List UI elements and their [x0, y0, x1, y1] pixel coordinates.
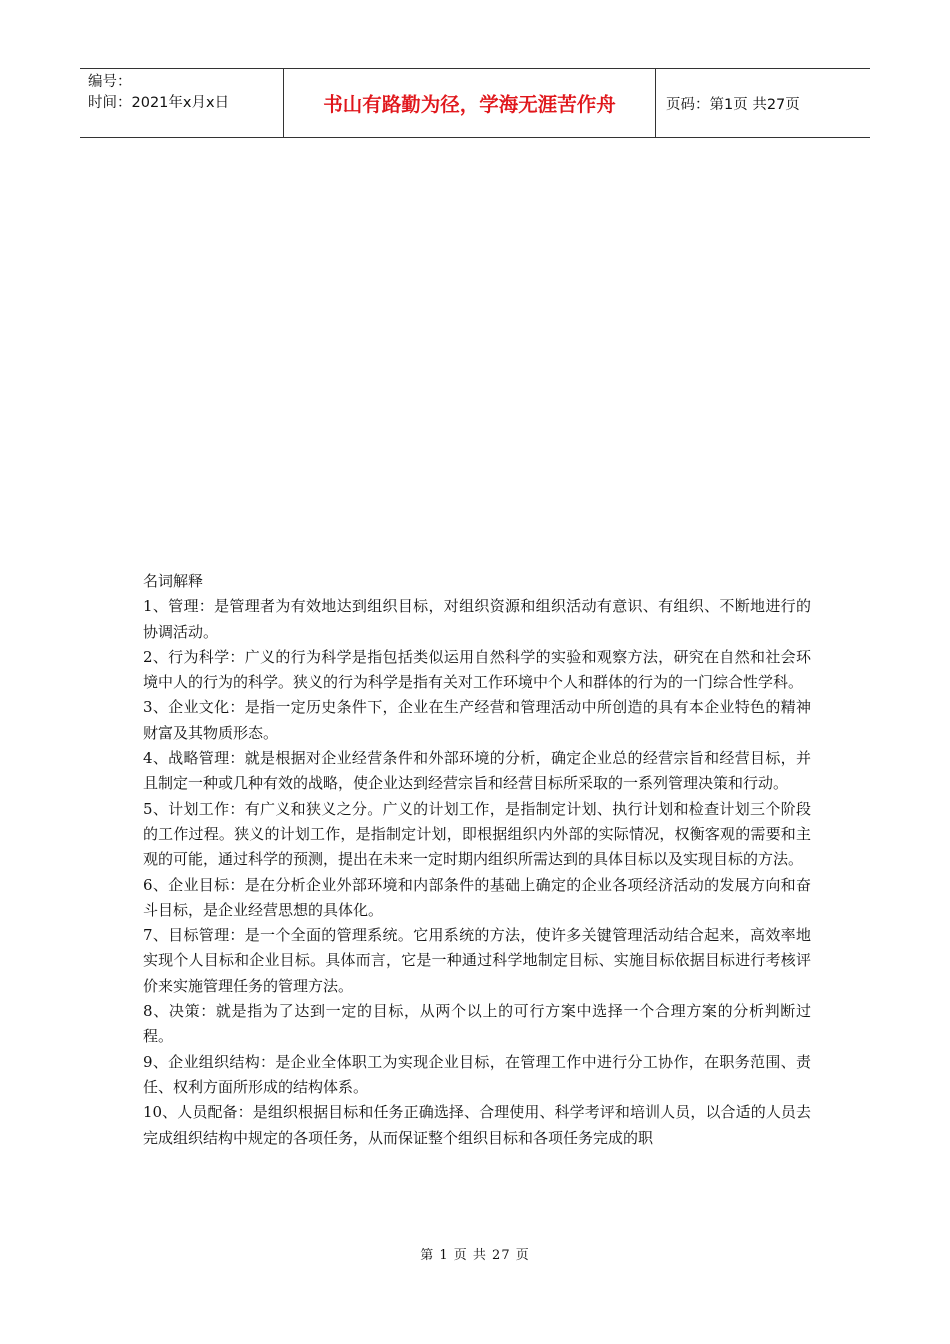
document-number-label: 编号：: [88, 74, 132, 90]
document-body: [143, 569, 811, 1151]
definition-paragraph: 3、企业文化：是指一定历史条件下，企业在生产经营和管理活动中所创造的具有本企业特色的精神财富及其物质形态。: [143, 698, 811, 742]
page-header: [80, 68, 870, 138]
definition-paragraph: 10、人员配备：是组织根据目标和任务正确选择、合理使用、科学考评和培训人员，以合适的人员去完成组织结构中规定的各项任务，从而保证整个组织目标和各项任务完成的职: [143, 1103, 811, 1147]
definition-paragraph: 6、企业目标：是在分析企业外部环境和内部条件的基础上确定的企业各项经济活动的发展方向和奋斗目标，是企业经营思想的具体化。: [143, 875, 811, 919]
header-page-info: 页码：第1页 共27页: [666, 96, 800, 113]
page-footer: 第 1 页 共 27 页: [420, 1248, 530, 1263]
header-motto: 书山有路勤为径，学海无涯苦作舟: [283, 69, 656, 137]
definition-paragraph: 5、计划工作：有广义和狭义之分。广义的计划工作，是指制定计划、执行计划和检查计划三个阶段的工作过程。狭义的计划工作，是指制定计划，即根据组织内外部的实际情况，权衡客观的需要和主观的可能，通过科学的预测，提出在未来一定时期内组织所需达到的具体目标以及实现目标的方法。: [143, 799, 811, 869]
definition-paragraph: 2、行为科学：广义的行为科学是指包括类似运用自然科学的实验和观察方法，研究在自然和社会环境中人的行为的科学。狭义的行为科学是指有关对工作环境中个人和群体的行为的一门综合性学科。: [143, 647, 811, 692]
definition-paragraph: 8、决策：就是指为了达到一定的目标，从两个以上的可行方案中选择一个合理方案的分析判断过程。: [143, 1002, 811, 1046]
definition-paragraph: 7、目标管理：是一个全面的管理系统。它用系统的方法，使许多关键管理活动结合起来，高效率地实现个人目标和企业目标。具体而言，它是一种通过科学地制定目标、实施目标依据目标进行考核评价来实施管理任务的管理方法。: [143, 926, 811, 995]
section-heading: 名词解释: [143, 572, 204, 590]
definition-paragraph: 4、战略管理：就是根据对企业经营条件和外部环境的分析，确定企业总的经营宗旨和经营目标，并且制定一种或几种有效的战略，使企业达到经营宗旨和经营目标所采取的一系列管理决策和行动。: [143, 749, 811, 793]
definition-paragraph: 9、企业组织结构：是企业全体职工为实现企业目标，在管理工作中进行分工协作，在职务范围、责任、权利方面所形成的结构体系。: [143, 1052, 811, 1096]
document-date: 时间：2021年x月x日: [88, 95, 230, 111]
definition-paragraph: 1、管理：是管理者为有效地达到组织目标，对组织资源和组织活动有意识、有组织、不断地进行的协调活动。: [143, 597, 811, 641]
header-meta: [80, 69, 283, 137]
